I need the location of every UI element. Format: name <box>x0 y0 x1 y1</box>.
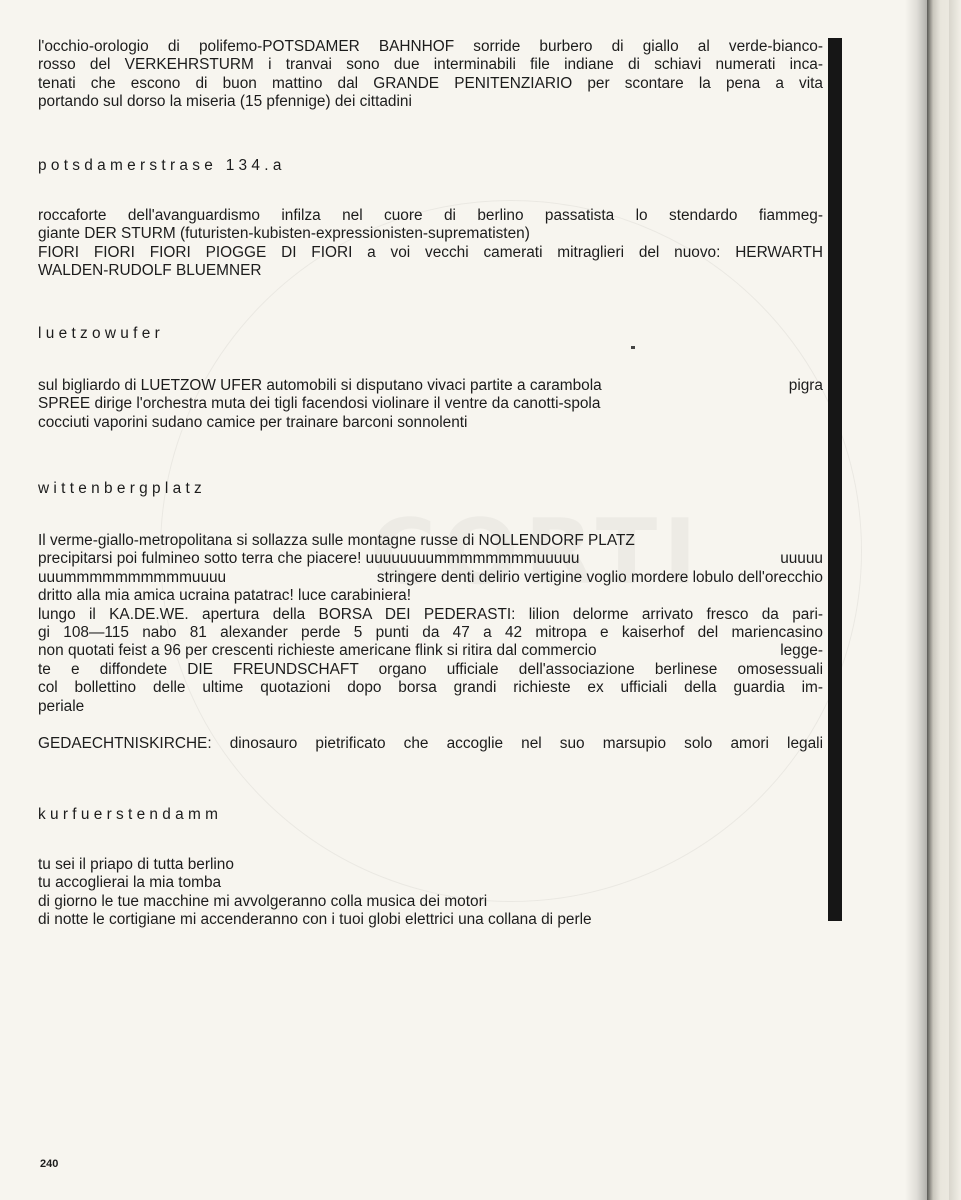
page-number: 240 <box>40 1158 59 1170</box>
text-line: GEDAECHTNISKIRCHE: dinosauro pietrificato che accoglie nel suo marsupio solo amori legali <box>38 735 823 752</box>
text-line: dritto alla mia amica ucraina patatrac! luce carabiniera! <box>38 587 411 605</box>
text-line: di giorno le tue macchine mi avvolgeranno colla musica dei motori <box>38 892 488 910</box>
paragraph-kurfuerstendamm <box>38 856 823 930</box>
text-line <box>38 377 823 395</box>
ink-speck <box>631 346 635 349</box>
text-line <box>38 642 823 660</box>
text-line: te e diffondete DIE FREUNDSCHAFT organo ufficiale dell'associazione berlinese omosessuali <box>38 660 823 678</box>
text-line: Il verme-giallo-metropolitana si sollazza sulle montagne russe di NOLLENDORF PLATZ <box>38 532 635 549</box>
text-line: giante DER STURM (futuristen-kubisten-expressionisten-suprematisten) <box>38 225 530 243</box>
text-line: lungo il KA.DE.WE. apertura della BORSA DEI PEDERASTI: lilion delorme arrivato fresco da pari- <box>38 605 823 623</box>
text-line: portando sul dorso la miseria (15 pfennige) dei cittadini <box>38 93 412 111</box>
text-line: tu sei il priapo di tutta berlino <box>38 856 234 873</box>
text-fragment: precipitarsi poi fulmineo sotto terra che piacere! uuuuuuuummmmmmmmuuuuu <box>38 550 580 568</box>
vertical-black-bar <box>828 38 842 921</box>
text-line: col bollettino delle ultime quotazioni dopo borsa grandi richieste ex ufficiali della guardia im- <box>38 679 823 697</box>
text-line: roccaforte dell'avanguardismo infilza nel cuore di berlino passatista lo stendardo fiammeg- <box>38 207 823 224</box>
text-line: gi 108—115 nabo 81 alexander perde 5 punti da 47 a 42 mitropa e kaiserhof del mariencasino <box>38 623 823 641</box>
section-heading-wittenbergplatz: wittenbergplatz <box>38 480 207 497</box>
text-line: WALDEN-RUDOLF BLUEMNER <box>38 262 262 280</box>
text-fragment: legge- <box>780 642 823 660</box>
adjacent-page-edge <box>927 0 961 1200</box>
text-line: tu accoglierai la mia tomba <box>38 874 222 892</box>
paragraph-luetzow-ufer <box>38 377 823 432</box>
text-line: SPREE dirige l'orchestra muta dei tigli facendosi violinare il ventre da canotti-spola <box>38 395 601 413</box>
text-fragment: sul bigliardo di LUETZOW UFER automobili si disputano vivaci partite a carambola <box>38 377 602 394</box>
section-heading-luetzowufer: luetzowufer <box>38 325 165 342</box>
text-line <box>38 550 823 568</box>
text-line: FIORI FIORI FIORI PIOGGE DI FIORI a voi vecchi camerati mitraglieri del nuovo: HERWARTH <box>38 243 823 261</box>
text-line: periale <box>38 697 85 715</box>
section-heading-potsdamerstrase: potsdamerstrase 134.a <box>38 157 286 174</box>
text-line: cocciuti vaporini sudano camice per trainare barconi sonnolenti <box>38 413 468 431</box>
text-fragment: uuummmmmmmmmmuuuu <box>38 568 227 586</box>
text-line: di notte le cortigiane mi accenderanno con i tuoi globi elettrici una collana di perle <box>38 911 592 929</box>
paragraph-der-sturm <box>38 207 823 281</box>
text-fragment: uuuuu <box>780 550 823 568</box>
text-line <box>38 569 823 587</box>
paragraph-potsdamer-bahnhof <box>38 38 823 112</box>
text-line: tenati che escono di buon mattino dal GRANDE PENITENZIARIO per scontare la pena a vita <box>38 74 823 92</box>
text-line: rosso del VERKEHRSTURM i tranvai sono due interminabili file indiane di schiavi numerati inca- <box>38 56 823 74</box>
paragraph-wittenbergplatz <box>38 532 823 716</box>
text-fragment: pigra <box>788 377 823 394</box>
section-heading-kurfuerstendamm: kurfuerstendamm <box>38 806 223 823</box>
page-edge-strip <box>949 0 961 1200</box>
gutter-shadow <box>905 0 927 1200</box>
text-fragment: stringere denti delirio vertigine voglio mordere lobulo dell'orecchio <box>376 568 823 586</box>
text-line: l'occhio-orologio di polifemo-POTSDAMER BAHNHOF sorride burbero di giallo al verde-bianco- <box>38 38 823 55</box>
paragraph-gedaechtniskirche <box>38 735 823 753</box>
text-fragment: non quotati feist a 96 per crescenti richieste americane flink si ritira dal commercio <box>38 642 597 660</box>
